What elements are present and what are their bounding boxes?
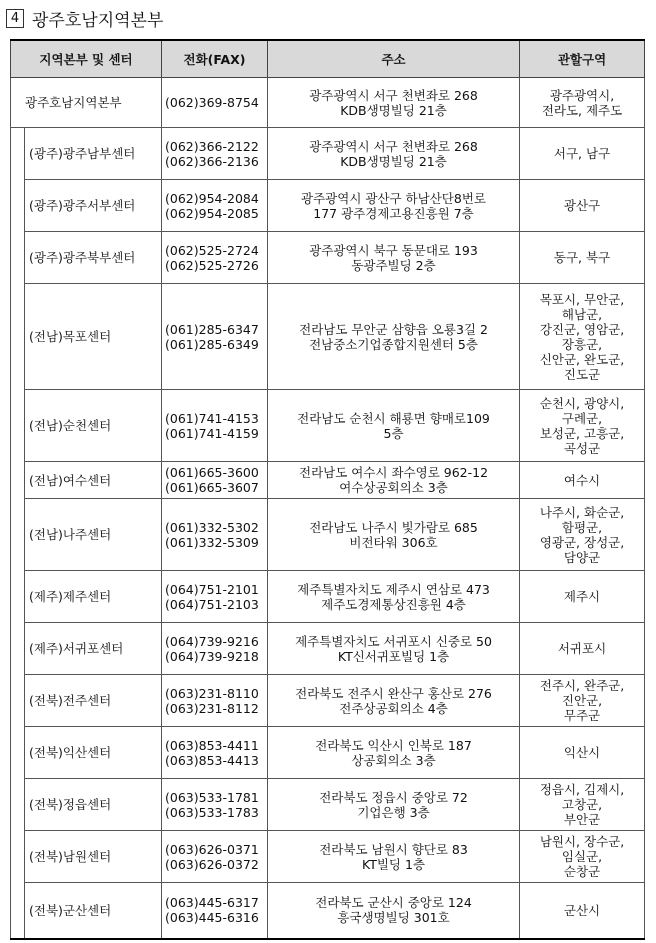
center-address [268,883,520,939]
center-address [268,180,520,232]
center-area [520,831,645,883]
phone-line: (062)954-2084 [165,190,259,206]
address-line: 전라남도 여수시 좌수영로 962-12 [299,465,489,480]
center-area [520,180,645,232]
area-line: 강진군, 영암군, [539,321,625,337]
section-title [6,6,163,30]
address-line: 전라북도 군산시 중앙로 124 [315,895,472,911]
phone-line: (063)445-6316 [165,910,259,926]
address-line: 흥국생명빌딩 301호 [337,910,450,926]
center-address [268,831,520,883]
center-phone [162,462,268,499]
header-office: 지역본부 및 센터 [11,40,162,78]
address-line: 전주상공회의소 4층 [339,700,448,716]
area-line: 서귀포시 [557,641,607,656]
address-line: 제주특별자치도 서귀포시 신중로 50 [295,633,492,649]
address-line: 광주광역시 광산구 하남산단8번로 [301,190,486,206]
office-table [10,39,645,940]
section-number: 4 [6,9,24,28]
address-line: KT빌딩 1층 [362,856,426,872]
center-row [11,499,645,571]
area-line: 곡성군 [563,440,601,456]
address-line: 전라북도 익산시 인북로 187 [315,737,472,753]
area-line: 서구, 남구 [553,146,611,161]
phone-line: (063)533-1783 [165,804,259,820]
center-row [11,571,645,623]
header-address: 주소 [268,40,520,78]
indent-spacer [11,675,25,727]
area-line: 해남군, [561,306,603,322]
address-line: 여수상공회의소 3층 [339,480,448,495]
center-name: (제주)서귀포센터 [25,623,162,675]
indent-spacer [11,727,25,779]
center-name: (전남)나주센터 [25,499,162,571]
phone-line: (064)751-2101 [165,581,259,597]
center-address [268,571,520,623]
area-line: 장흥군, [561,336,603,352]
address-line: 기업은행 3층 [357,804,430,820]
center-area [520,232,645,284]
center-address [268,779,520,831]
center-name: (전남)목포센터 [25,284,162,390]
center-row [11,390,645,462]
address-line: 전라북도 남원시 향단로 83 [319,841,468,857]
center-phone [162,675,268,727]
center-row [11,232,645,284]
center-phone [162,284,268,390]
center-row [11,675,645,727]
area-line: 제주시 [563,589,601,604]
center-name: (광주)광주남부센터 [25,128,162,180]
center-phone [162,623,268,675]
center-row [11,462,645,499]
area-line: 담양군 [563,549,601,565]
phone-line: (062)366-2136 [165,153,259,169]
center-address [268,462,520,499]
address-line: 제주도경제통상진흥원 4층 [321,596,466,612]
address-line: 전라남도 무안군 삼향읍 오룡3길 2 [299,321,488,337]
area-line: 고창군, [561,797,603,812]
area-line: 광산구 [563,198,601,213]
phone-line: (061)665-3600 [165,465,259,480]
center-phone [162,883,268,939]
hq-phone [162,78,268,128]
table-header-row [11,40,645,78]
address-line: 전라남도 순천시 해룡면 향매로109 [297,410,490,426]
center-row [11,180,645,232]
center-address [268,499,520,571]
indent-spacer [11,499,25,571]
area-line: 부안군 [563,812,601,827]
phone-line: (063)853-4411 [165,737,259,753]
center-name: (전남)여수센터 [25,462,162,499]
phone-line: (064)739-9216 [165,633,259,649]
address-line: 제주특별자치도 제주시 연삼로 473 [297,581,490,597]
center-phone [162,571,268,623]
center-area [520,623,645,675]
center-name: (광주)광주서부센터 [25,180,162,232]
center-address [268,232,520,284]
center-name: (전북)남원센터 [25,831,162,883]
center-name: (광주)광주북부센터 [25,232,162,284]
center-name: (전북)전주센터 [25,675,162,727]
center-phone [162,232,268,284]
indent-spacer [11,232,25,284]
area-line: 남원시, 장수군, [539,834,625,849]
center-area [520,675,645,727]
header-phone: 전화(FAX) [162,40,268,78]
phone-line: (061)285-6349 [165,336,259,352]
area-line: 영광군, 장성군, [539,534,625,550]
area-line: 전주시, 완주군, [539,678,625,693]
center-phone [162,779,268,831]
area-line: 신안군, 완도군, [539,351,625,367]
address-line: 상공회의소 3층 [351,752,436,768]
phone-line: (062)366-2122 [165,138,259,154]
center-phone [162,499,268,571]
phone-line: (062)525-2726 [165,257,259,273]
hq-name: 광주호남지역본부 [11,78,162,128]
center-name: (전북)정읍센터 [25,779,162,831]
address-line: 전라북도 전주시 완산구 홍산로 276 [295,685,492,701]
phone-line: (061)332-5302 [165,519,259,535]
center-phone [162,128,268,180]
area-line: 무주군 [563,708,601,723]
center-row [11,831,645,883]
address-line: 전남중소기업종합지원센터 5층 [309,336,478,352]
hq-area [520,78,645,128]
indent-spacer [11,779,25,831]
center-row [11,128,645,180]
address-line: 전라북도 정읍시 중앙로 72 [319,789,468,805]
phone-line: (063)626-0371 [165,841,259,857]
center-area [520,462,645,499]
address-line: 5층 [383,425,404,441]
header-area: 관할구역 [520,40,645,78]
area-line: 진안군, [561,693,603,708]
indent-spacer [11,571,25,623]
hq-address [268,78,520,128]
phone-line: (062)525-2724 [165,242,259,258]
phone-line: (063)445-6317 [165,895,259,911]
area-line: 진도군 [563,366,601,382]
area-line: 순창군 [563,864,601,879]
address-line: 전라남도 나주시 빛가람로 685 [309,519,478,535]
center-name: (전북)군산센터 [25,883,162,939]
phone-line: (063)853-4413 [165,752,259,768]
center-area [520,727,645,779]
indent-spacer [11,883,25,939]
area-line: 목포시, 무안군, [539,291,625,307]
area-line: 광주광역시, [549,87,615,103]
center-name: (전북)익산센터 [25,727,162,779]
center-address [268,623,520,675]
center-area [520,883,645,939]
center-row [11,727,645,779]
phone-line: (061)741-4153 [165,410,259,426]
phone-line: (064)751-2103 [165,596,259,612]
center-area [520,571,645,623]
center-name: (전남)순천센터 [25,390,162,462]
center-address [268,727,520,779]
address-line: 동광주빌딩 2층 [351,257,436,273]
address-line: 광주광역시 서구 천변좌로 268 [309,87,478,103]
area-line: 동구, 북구 [553,250,611,265]
address-line: KT신서귀포빌딩 1층 [337,648,450,664]
area-line: 익산시 [563,745,601,760]
center-row [11,883,645,939]
area-line: 전라도, 제주도 [541,102,623,118]
phone-line: (061)285-6347 [165,321,259,337]
indent-spacer [11,128,25,180]
phone-line: (061)741-4159 [165,425,259,441]
center-address [268,128,520,180]
indent-spacer [11,462,25,499]
indent-spacer [11,831,25,883]
area-line: 보성군, 고흥군, [539,425,625,441]
area-line: 순천시, 광양시, [539,395,625,411]
address-line: 177 광주경제고용진흥원 7층 [313,205,474,221]
area-line: 나주시, 화순군, [539,504,625,520]
section-title-text: 광주호남지역본부 [32,10,164,31]
indent-spacer [11,284,25,390]
center-area [520,499,645,571]
center-phone [162,180,268,232]
address-line: 광주광역시 북구 동문대로 193 [309,242,478,258]
address-line: KDB생명빌딩 21층 [340,153,447,169]
center-area [520,779,645,831]
area-line: 임실군, [561,849,603,864]
center-area [520,390,645,462]
address-line: 비전타워 306호 [349,534,438,550]
phone-line: (063)626-0372 [165,856,259,872]
phone-line: (061)665-3607 [165,480,259,495]
hq-row [11,78,645,128]
center-phone [162,390,268,462]
center-address [268,284,520,390]
phone-line: (063)533-1781 [165,789,259,805]
address-line: 광주광역시 서구 천변좌로 268 [309,138,478,154]
center-phone [162,727,268,779]
address-line: KDB생명빌딩 21층 [340,102,447,118]
area-line: 함평군, [561,519,603,535]
area-line: 여수시 [563,472,601,488]
center-name: (제주)제주센터 [25,571,162,623]
center-address [268,390,520,462]
center-address [268,675,520,727]
area-line: 정읍시, 김제시, [539,782,625,797]
phone-line: (062)954-2085 [165,205,259,221]
center-row [11,623,645,675]
center-area [520,128,645,180]
phone-line: (063)231-8110 [165,685,259,701]
area-line: 군산시 [563,902,601,918]
indent-spacer [11,623,25,675]
center-area [520,284,645,390]
area-line: 구례군, [561,410,603,426]
phone-line: (064)739-9218 [165,648,259,664]
phone-line: (063)231-8112 [165,700,259,716]
center-row [11,779,645,831]
center-row [11,284,645,390]
indent-spacer [11,180,25,232]
phone-line: (062)369-8754 [165,95,259,110]
phone-line: (061)332-5309 [165,534,259,550]
indent-spacer [11,390,25,462]
center-phone [162,831,268,883]
